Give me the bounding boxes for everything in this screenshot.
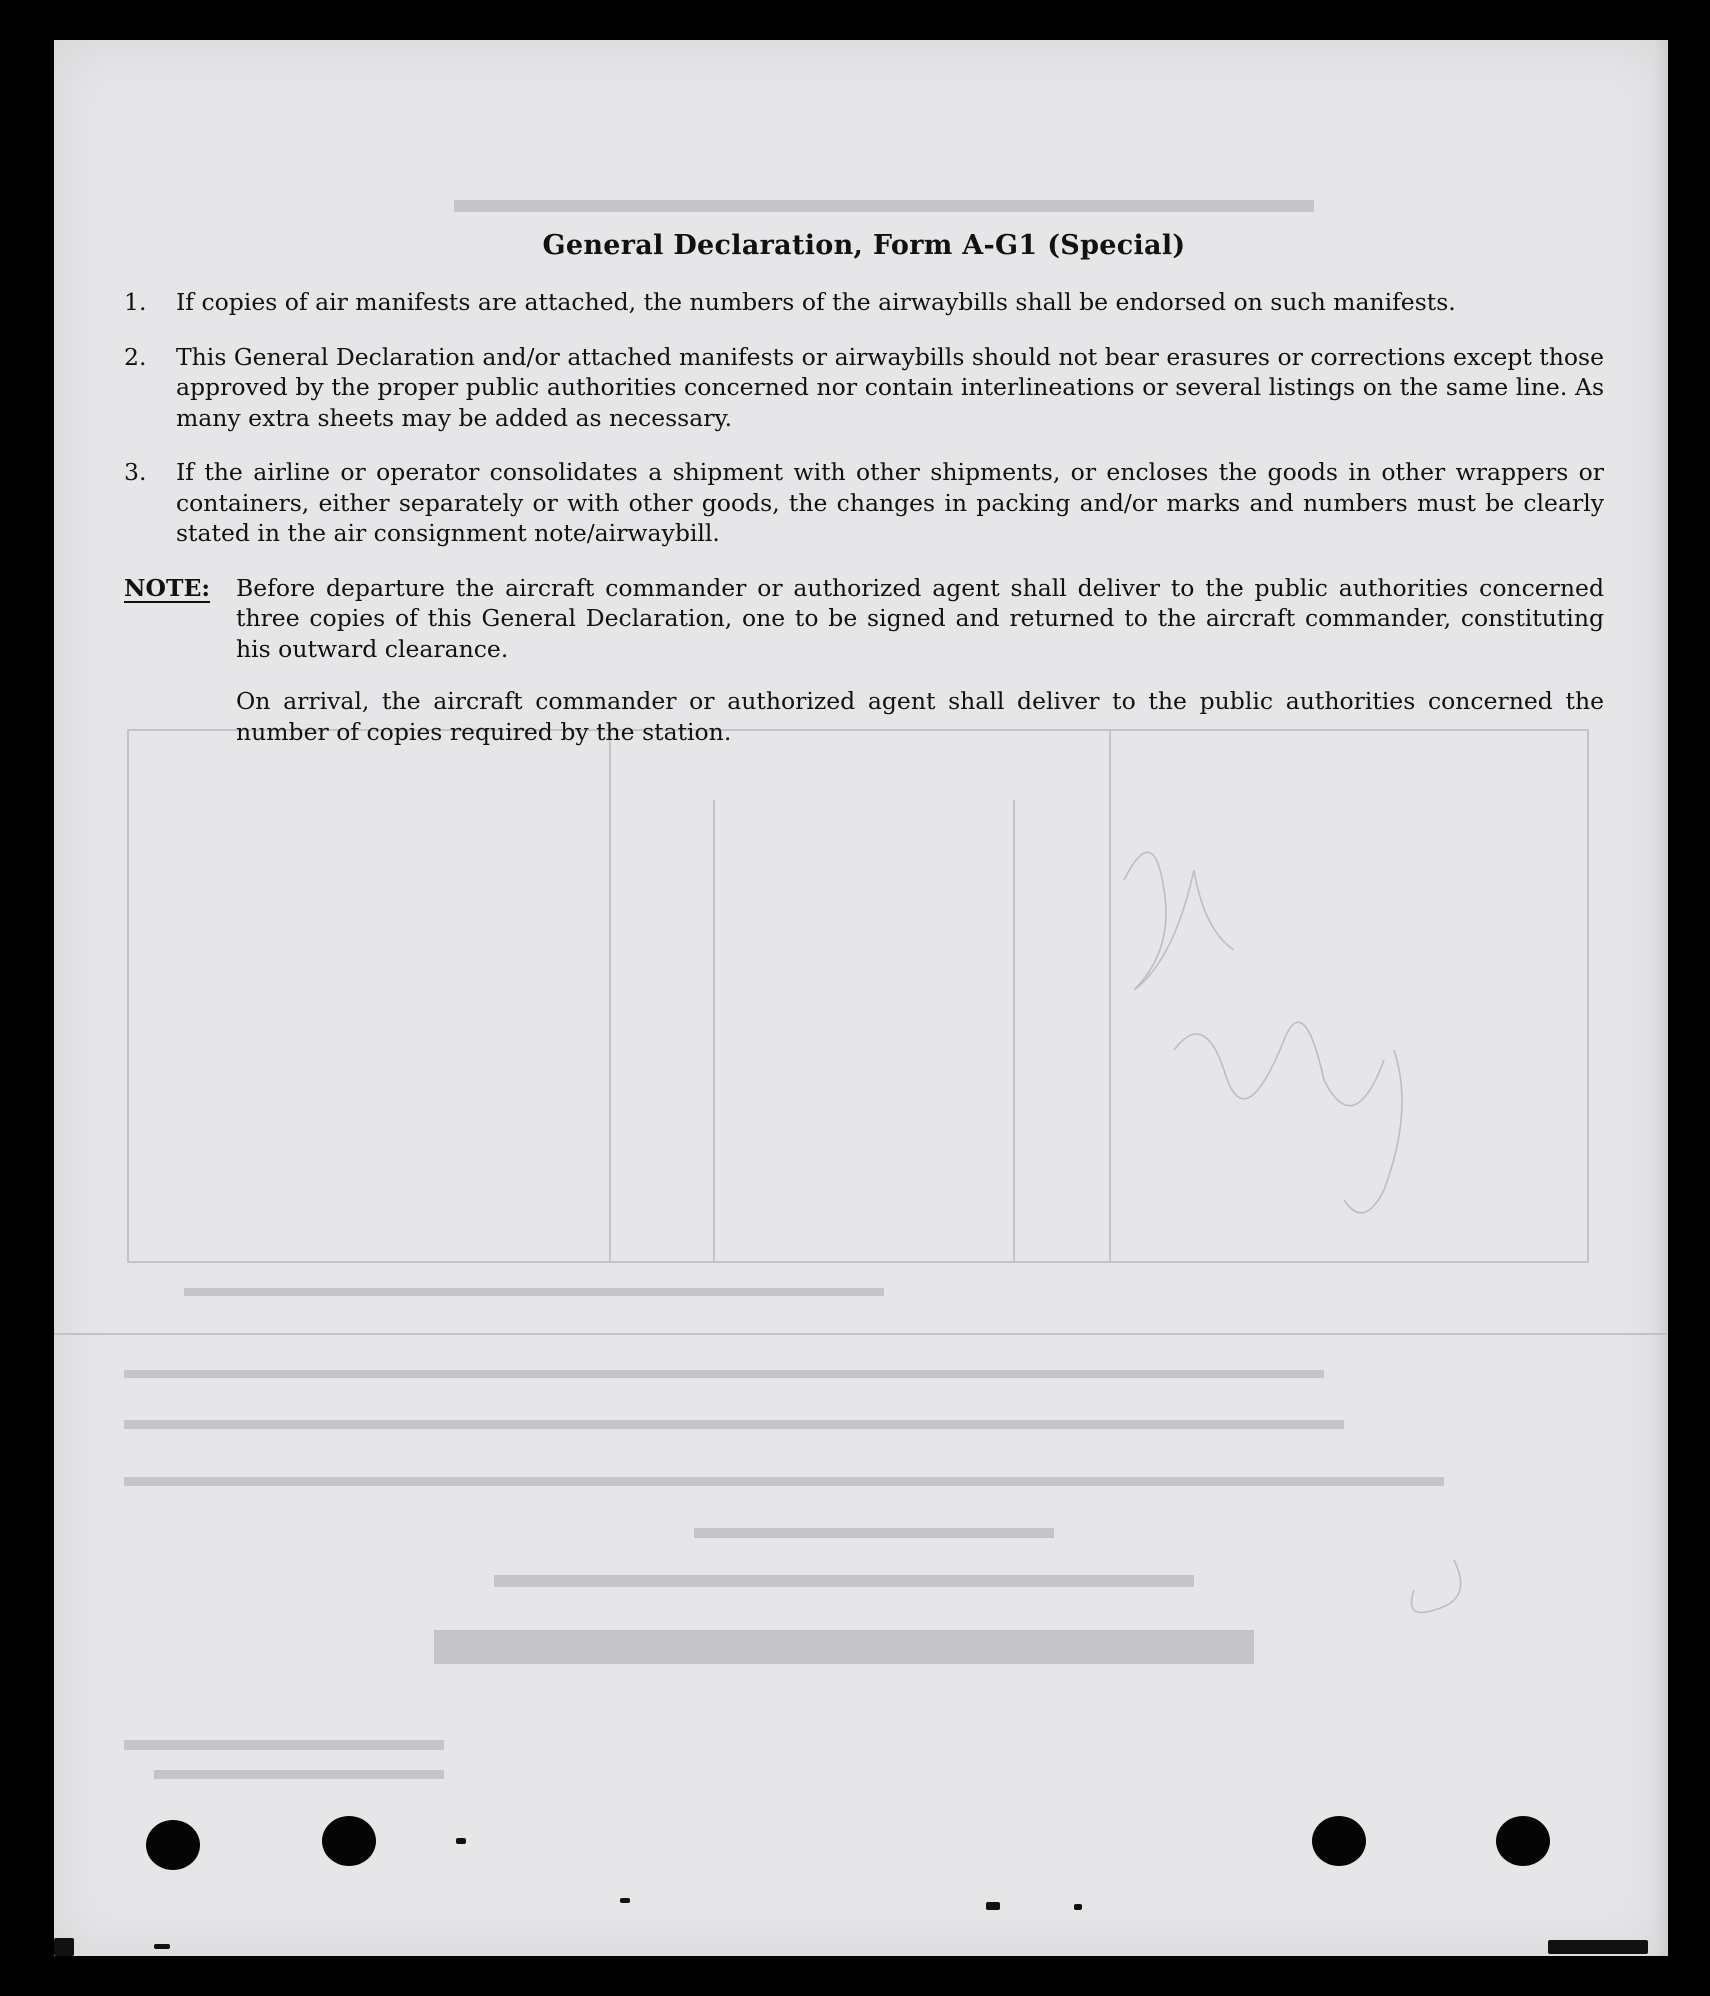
note-paragraph-arrival: On arrival, the aircraft commander or authorized agent shall deliver to the public authorities concerned the number of copies required by the station. [236, 687, 1604, 746]
instruction-text: This General Declaration and/or attached manifests or airwaybills should not bear erasures or corrections except those approved by the proper public authorities concerned nor contain interlineations or several listings on the same line. As many extra sheets may be added as necessary. [176, 342, 1604, 432]
note-label: NOTE: [124, 573, 211, 602]
ink-speck [986, 1902, 1000, 1910]
bleed-through-line-block [124, 1420, 1344, 1429]
instructions-block [124, 230, 1604, 769]
instruction-text: If the airline or operator consolidates a shipment with other shipments, or encloses the goods in other wrappers or containers, either separately or with other goods, the changes in packing and/or marks and numbers must be clearly stated in the air consignment note/airwaybill. [176, 458, 1604, 547]
bleed-through-line-block [154, 1770, 444, 1779]
instruction-text: If copies of air manifests are attached, the numbers of the airwaybills shall be endorsed on such manifests. [176, 288, 1456, 316]
instruction-number: 3. [124, 458, 147, 486]
instruction-number: 2. [124, 342, 147, 371]
punch-hole [146, 1820, 200, 1870]
instruction-item-2 [124, 342, 1604, 434]
bleed-through-line-block [124, 1740, 444, 1750]
page-edge-shadow [1654, 40, 1668, 1956]
ink-speck [456, 1838, 466, 1844]
document-page [54, 40, 1668, 1956]
bleed-through-line-block [124, 1370, 1324, 1378]
bleed-through-subheading-block [694, 1528, 1054, 1538]
bleed-through-signature [1124, 852, 1461, 1612]
note-paragraph-departure: Before departure the aircraft commander or authorized agent shall deliver to the public authorities concerned three copies of this General Declaration, one to be signed and returned to the aircraft commander, constituting his outward clearance. [236, 573, 1604, 663]
ink-speck [1074, 1904, 1082, 1910]
note-body [236, 573, 1604, 770]
bleed-through-line-block [454, 200, 1314, 212]
page-title: General Declaration, Form A-G1 (Special) [542, 230, 1186, 261]
instruction-item-3 [124, 457, 1604, 549]
bleed-through-table-frame [128, 730, 1588, 1262]
bleed-through-heading-block [434, 1630, 1254, 1664]
punch-hole [1496, 1816, 1550, 1866]
instruction-item-1 [124, 287, 1604, 318]
ink-speck [54, 1938, 74, 1956]
punch-hole [1312, 1816, 1366, 1866]
ink-speck [620, 1898, 630, 1903]
bleed-through-line-block [124, 1477, 1444, 1486]
bleed-through-subheading-block [494, 1575, 1194, 1587]
note-section [124, 573, 1604, 770]
ink-speck [1548, 1940, 1648, 1954]
instruction-number: 1. [124, 288, 147, 316]
ink-speck [154, 1944, 170, 1949]
bleed-through-line-block [184, 1288, 884, 1296]
punch-hole [322, 1816, 376, 1866]
